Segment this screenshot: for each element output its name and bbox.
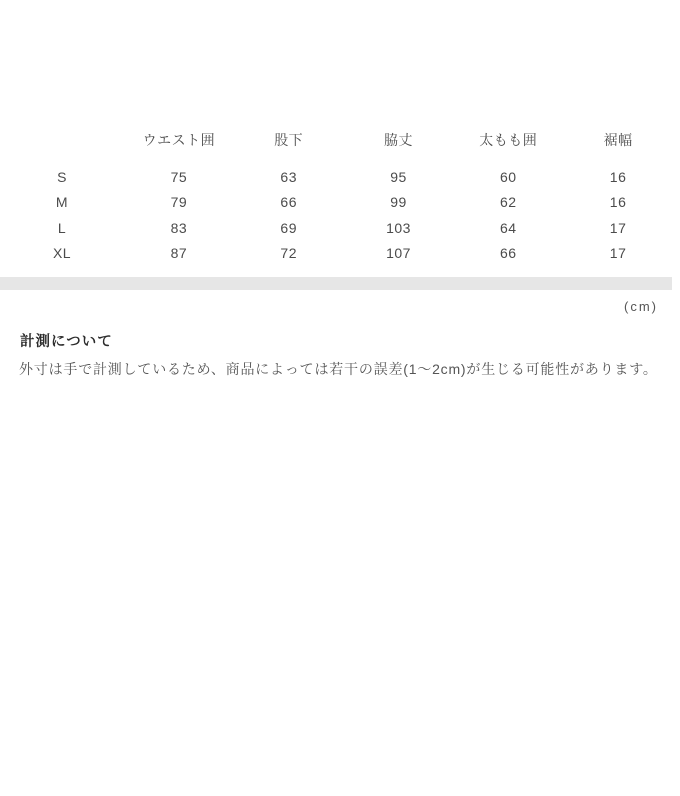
table-row-l [0, 215, 673, 241]
size-chart-table [0, 116, 673, 266]
header-cell-side-length: 脇丈 [383, 132, 413, 148]
header-cell-waist: ウエスト囲 [142, 132, 216, 148]
header-cell-inseam: 股下 [274, 132, 304, 148]
value-cell: 16 [609, 194, 627, 211]
value-cell: 95 [390, 168, 407, 185]
value-cell: 63 [280, 168, 297, 185]
size-cell: L [57, 219, 67, 236]
size-cell: XL [52, 245, 72, 262]
value-cell: 66 [280, 194, 297, 211]
value-cell: 99 [390, 194, 407, 211]
table-row-s [0, 164, 673, 190]
value-cell: 75 [170, 168, 188, 185]
value-cell: 64 [500, 219, 517, 236]
header-cell-thigh: 太もも囲 [479, 132, 538, 148]
table-header-row [0, 116, 673, 164]
value-cell: 66 [500, 245, 517, 262]
table-row-m [0, 190, 673, 216]
value-cell: 83 [170, 219, 188, 236]
unit-label: (cm) [624, 299, 658, 314]
measurement-note-text: 外寸は手で計測しているため、商品によっては若干の誤差(1〜2cm)が生じる可能性があります。 [19, 361, 658, 377]
value-cell: 87 [170, 245, 188, 262]
size-chart-container [0, 116, 673, 266]
value-cell: 69 [280, 219, 297, 236]
table-row-xl [0, 241, 673, 267]
value-cell: 103 [386, 219, 411, 236]
header-cell-size [0, 116, 124, 164]
value-cell: 72 [280, 245, 297, 262]
measurement-section-title: 計測について [20, 334, 113, 350]
value-cell: 16 [609, 168, 627, 185]
header-cell-hem-width: 裾幅 [603, 132, 633, 148]
value-cell: 17 [609, 245, 627, 262]
size-cell: S [57, 168, 67, 185]
horizontal-scrollbar-track[interactable] [0, 277, 672, 290]
value-cell: 62 [500, 194, 517, 211]
value-cell: 17 [609, 219, 627, 236]
value-cell: 60 [500, 168, 517, 185]
value-cell: 107 [386, 245, 411, 262]
size-cell: M [55, 194, 69, 211]
value-cell: 79 [170, 194, 188, 211]
